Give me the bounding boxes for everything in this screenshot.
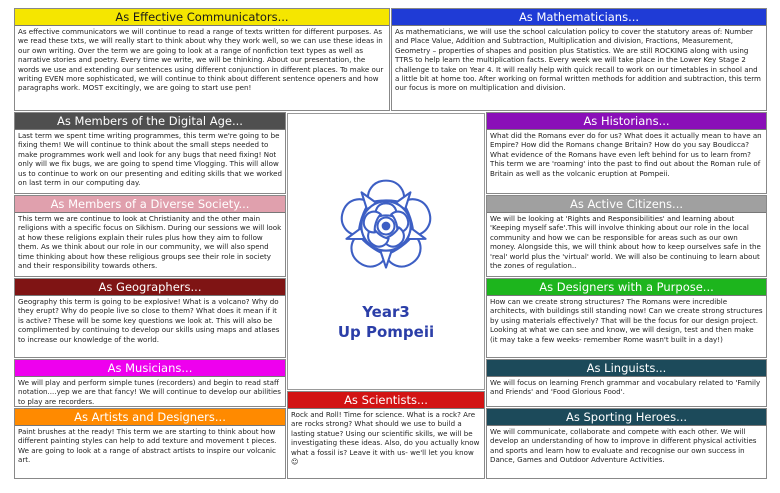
linguists-text: We will focus on learning French grammar and vocabulary related to 'Family and Friends' and 'Food Glorious Food'. [490, 378, 761, 397]
digital-header: As Members of the Digital Age... [15, 113, 285, 130]
artists-header: As Artists and Designers... [15, 409, 285, 426]
digital-panel [14, 112, 286, 194]
diverse-panel [14, 195, 286, 277]
scientists-panel [287, 391, 485, 479]
geographers-header: As Geographers... [15, 279, 285, 296]
diverse-header: As Members of a Diverse Society... [15, 196, 285, 213]
citizens-text: We will be looking at 'Rights and Responsibilities' and learning about 'Keeping myself safe'.This will involve thinking about our role in the local community and how we can be responsible for areas such as our own money. Alongside this, we will think about how to keep ourselves safe in the 'real' world plus the 'virtual' world. We will also be continuing to learn about the zones of regulation.. [490, 214, 761, 271]
designers-panel [486, 278, 767, 358]
geographers-text: Geography this term is going to be explosive! What is a volcano? Why do they erupt? Why do people live so close to them? What does it mean if it is active? These will be some key questions we look at. This will also be complimented by continuing to develop our skills using maps and atlases to increase our knowledge of the world. [18, 297, 280, 344]
mathematicians-panel [391, 8, 767, 111]
artists-panel [14, 408, 286, 479]
mathematicians-text: As mathematicians, we will use the school calculation policy to cover the statutory areas of: Number and Place Value, Addition and Subtraction, Multiplication and division, Fractions, Measurement, Geometry – properties of shapes and position plus Statistics. We are still ROCKING along with using TTRS to help learn the multiplication facts. Every week we will take place in the Lower Key Stage 2 challenge to take on Year 4. It will really help with quick recall to work on our timetables in school and a little bit at home too. After working on formal written methods for addition and subtraction, this term our focus is more on multiplication and division. [395, 27, 761, 93]
sporting-header: As Sporting Heroes... [487, 409, 766, 426]
musicians-panel [14, 359, 286, 407]
artists-text: Paint brushes at the ready! This term we are starting to think about how different painting styles can help to add texture and movement t pieces. We are going to look at a range of abstract artists to inspire our volcanic art. [18, 427, 277, 465]
centre-panel [287, 113, 485, 390]
historians-text: What did the Romans ever do for us? What does it actually mean to have an Empire? How did the Romans change Britain? How do you say Boudicca? What evidence of the Romans have even left behind for us to learn from? This term we are 'roaming' into the past to find out about the Roman rule of Britain as well as the volcanic eruption at Pompeii. [490, 131, 762, 178]
centre-subtitle: Up Pompeii [337, 323, 435, 341]
communicators-panel [14, 8, 390, 111]
communicators-text: As effective communicators we will continue to read a range of texts written for different purposes. As we read these txts, we will really start to think about why they work well, so we can use these ideas in our own writing. Over the term we are going to look at a range of nonfiction text types as well as narrative stories and poetry. Every time we write, we will be thinking. About our presentation, the words we use and extending our sentences using different conjunction in different places. To make our writing EVEN more sophisticated, we will continue to think about different sentence openers and how paragraphs work. MOST excitingly, we are going to start use pen! [18, 27, 384, 93]
citizens-panel [486, 195, 767, 277]
linguists-panel [486, 359, 767, 407]
scientists-text: Rock and Roll! Time for science. What is a rock? Are are rocks strong? What should we use to build a lasting statue? Using our scientific skills, we will be investigating these ideas. Also, do you actually know what a fossil is? Leave it with us- we'll let you know ☺ [291, 410, 480, 467]
designers-header: As Designers with a Purpose... [487, 279, 766, 296]
communicators-header: As Effective Communicators... [15, 9, 389, 26]
digital-text: Last term we spent time writing programmes, this term we're going to be fixing them! We will continue to think about the small steps needed to make programmes work well and look for any bugs that need fixing! Not only will we fix bugs, we are going to spend time Vlogging. This will allow us to continue to work on our presenting and editing skills that we worked on last term in our computing day. [18, 131, 282, 188]
designers-text: How can we create strong structures? The Romans were incredible architects, with buildings still standing now! Can we create strong structures by using materials effectively? That will be the focus for our design project. Looking at what we can see and know, we will design, test and then make (it may take a few weeks- remember Rome wasn't built in a day!) [490, 297, 763, 344]
scientists-header: As Scientists... [288, 392, 484, 409]
historians-header: As Historians... [487, 113, 766, 130]
musicians-header: As Musicians... [15, 360, 285, 377]
sporting-panel [486, 408, 767, 479]
musicians-text: We will play and perform simple tunes (recorders) and begin to read staff notation....yep we are that fancy! We will continue to develop our abilities to play are recorders. [18, 378, 281, 406]
linguists-header: As Linguists... [487, 360, 766, 377]
historians-panel [486, 112, 767, 194]
geographers-panel [14, 278, 286, 358]
centre-title: Year3 [362, 303, 410, 321]
citizens-header: As Active Citizens... [487, 196, 766, 213]
sporting-text: We will communicate, collaborate and compete with each other. We will develop an understanding of how to improve in different physical activities and sports and learn how to evaluate and recognise our own success in Dance, Games and Outdoor Adventure Activities. [490, 427, 757, 465]
diverse-text: This term we are continue to look at Christianity and the other main religions with a specific focus on Sikhism. During our sessions we will look at how these religions explain their rules plus how they aim to follow them. As we think about our role in our community, we will also spend time thinking about how these religious groups see their role in society and their responsibility towards others. [18, 214, 282, 271]
tudor-rose-icon [334, 174, 438, 278]
mathematicians-header: As Mathematicians... [392, 9, 766, 26]
